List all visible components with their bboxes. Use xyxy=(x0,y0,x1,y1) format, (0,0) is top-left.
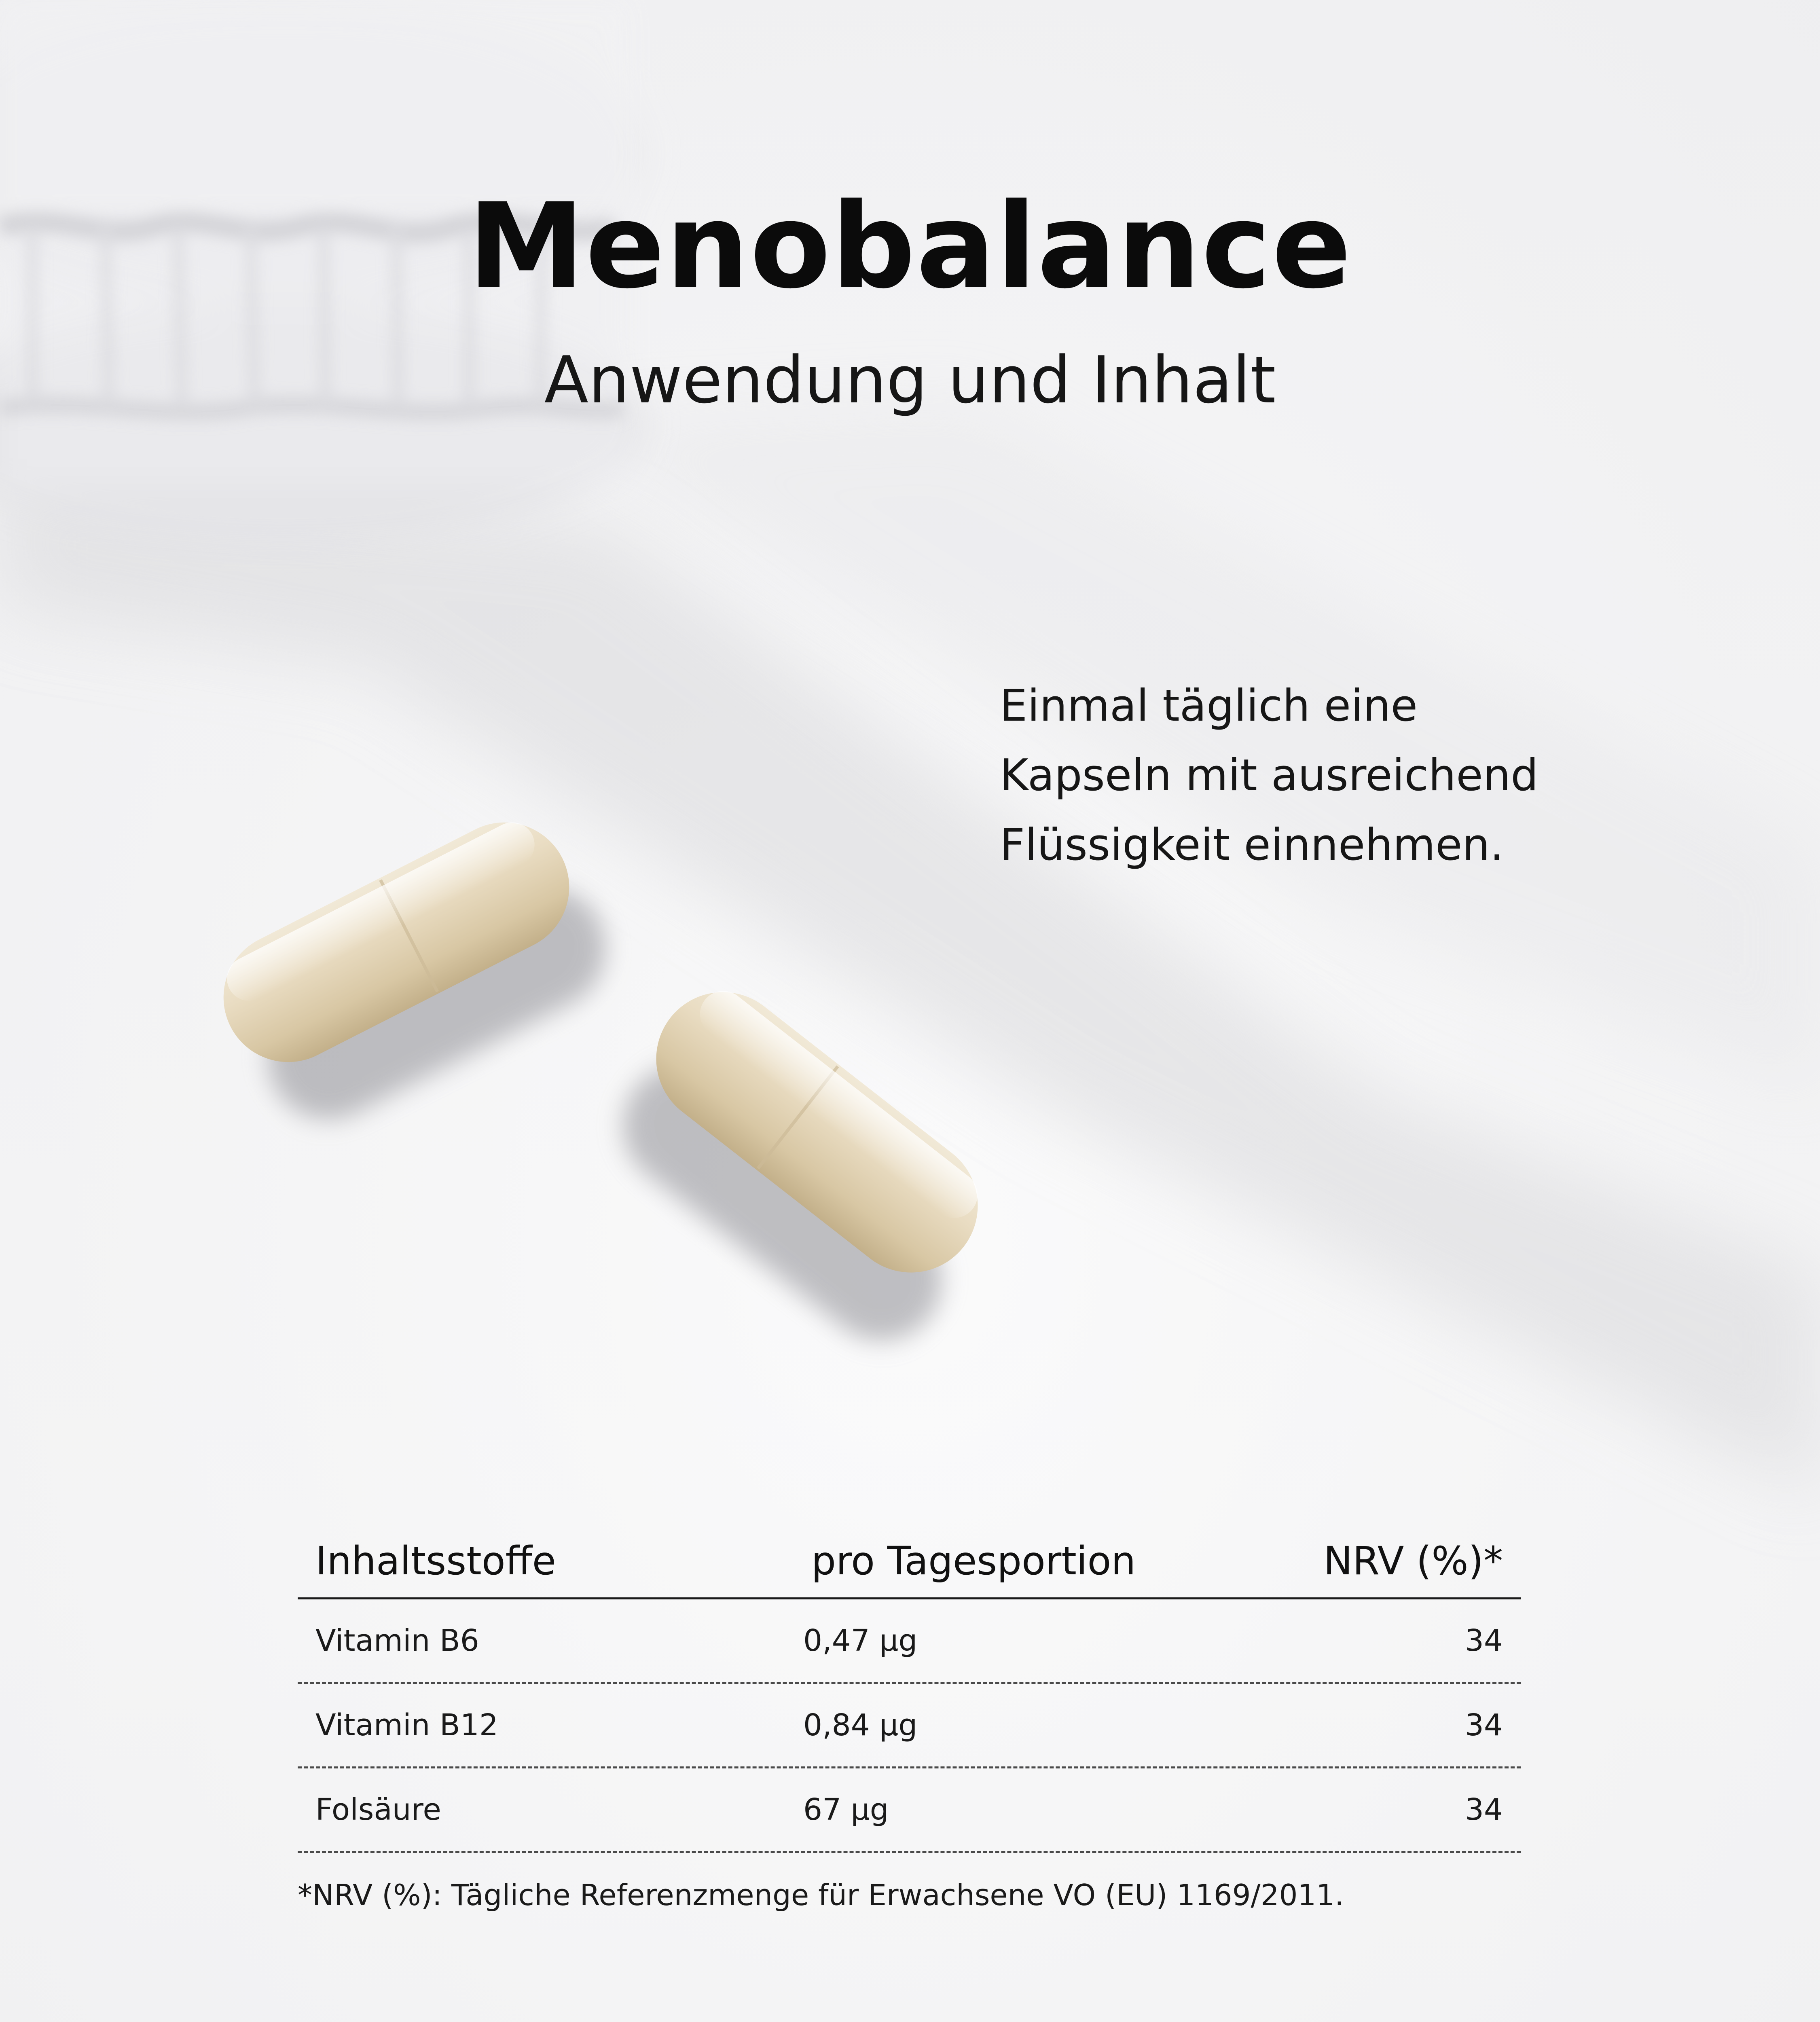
table-body xyxy=(298,1599,1521,1853)
cell-nrv: 34 xyxy=(1464,1623,1503,1658)
page-title: Menobalance xyxy=(468,178,1352,315)
page-subtitle: Anwendung und Inhalt xyxy=(544,342,1276,418)
cell-per-serving: 67 µg xyxy=(803,1792,889,1827)
ingredients-table xyxy=(298,1525,1521,1853)
cell-nrv: 34 xyxy=(1464,1792,1503,1827)
nrv-footnote: *NRV (%): Tägliche Referenzmenge für Erwachsene VO (EU) 1169/2011. xyxy=(298,1878,1344,1912)
usage-line: Flüssigkeit einnehmen. xyxy=(1000,820,1504,870)
cell-ingredient: Folsäure xyxy=(315,1792,441,1827)
cell-nrv: 34 xyxy=(1464,1708,1503,1743)
header-ingredient: Inhaltsstoffe xyxy=(315,1538,556,1584)
capsule-right xyxy=(586,965,1017,1365)
table-row xyxy=(298,1599,1521,1684)
table-row xyxy=(298,1768,1521,1853)
header-nrv: NRV (%)* xyxy=(1323,1538,1503,1584)
cell-ingredient: Vitamin B12 xyxy=(315,1708,498,1743)
usage-line: Einmal täglich eine xyxy=(1000,681,1418,731)
cell-per-serving: 0,47 µg xyxy=(803,1623,918,1658)
cell-per-serving: 0,84 µg xyxy=(803,1708,918,1743)
capsule-left xyxy=(201,798,626,1146)
table-row xyxy=(298,1684,1521,1768)
usage-line: Kapseln mit ausreichend xyxy=(1000,750,1539,801)
cell-ingredient: Vitamin B6 xyxy=(315,1623,479,1658)
header-per-serving: pro Tagesportion xyxy=(811,1538,1136,1584)
table-header xyxy=(298,1525,1521,1599)
usage-instructions xyxy=(1000,671,1768,880)
